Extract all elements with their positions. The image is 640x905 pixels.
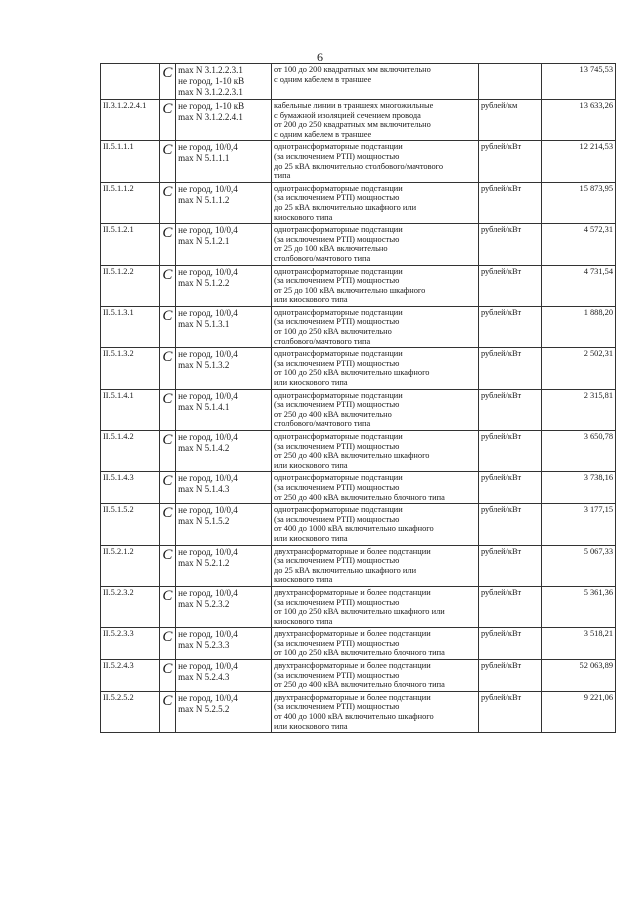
row-code: II.5.2.4.3 — [101, 660, 160, 692]
table-row — [101, 628, 616, 660]
category-letter: С — [159, 586, 175, 627]
parameter-line: max N 5.1.1.1 — [178, 153, 230, 164]
row-description — [271, 691, 478, 732]
row-value: 15 873,95 — [541, 182, 615, 223]
row-parameters — [176, 691, 272, 732]
category-letter: С — [159, 224, 175, 265]
row-description — [271, 431, 478, 472]
row-unit: рублей/кВт — [478, 545, 541, 586]
parameter-line: max N 3.1.2.2.4.1 — [178, 112, 243, 122]
parameter-line: не город, 10/0,4 — [178, 629, 238, 640]
description-line: с одним кабелем в траншее — [273, 74, 372, 84]
table-row — [101, 306, 616, 347]
description-line: или киоскового типа — [273, 533, 348, 543]
description-line: от 100 до 250 кВА включительно шкафного или — [273, 607, 445, 617]
row-parameters — [176, 472, 272, 504]
row-description — [271, 306, 478, 347]
category-letter: С — [159, 64, 175, 100]
category-letter: С — [159, 141, 175, 182]
row-parameters — [176, 389, 272, 430]
parameter-line: не город, 10/0,4 — [178, 349, 238, 360]
row-unit: рублей/км — [478, 100, 541, 141]
description-line: (за исключением РТП) мощностью — [273, 151, 400, 161]
row-value: 13 745,53 — [541, 64, 615, 100]
parameter-line: не город, 10/0,4 — [178, 432, 238, 442]
description-line: (за исключением РТП) мощностью — [273, 441, 400, 451]
row-parameters — [176, 586, 272, 627]
row-description — [271, 224, 478, 265]
table-row — [101, 389, 616, 430]
parameter-line: max N 5.2.4.3 — [178, 672, 230, 683]
description-line: от 100 до 250 кВА включительно блочного типа — [273, 648, 445, 658]
parameter-line: не город, 10/0,4 — [178, 266, 238, 277]
row-description — [271, 265, 478, 306]
row-value: 12 214,53 — [541, 141, 615, 182]
row-unit: рублей/кВт — [478, 472, 541, 504]
description-line: однотрансформаторные подстанции — [273, 349, 403, 359]
row-description — [271, 504, 478, 545]
description-line: (за исключением РТП) мощностью — [273, 317, 400, 327]
description-line: однотрансформаторные подстанции — [273, 307, 403, 317]
parameter-line: не город, 10/0,4 — [178, 473, 238, 484]
description-line: однотрансформаторные подстанции — [273, 505, 403, 515]
row-code: II.5.1.2.2 — [101, 265, 160, 306]
description-line: от 250 до 400 кВА включительно блочного типа — [273, 680, 445, 690]
row-value: 13 633,26 — [541, 100, 615, 141]
table-row — [101, 348, 616, 389]
row-unit — [478, 64, 541, 100]
row-unit: рублей/кВт — [478, 691, 541, 732]
row-code: II.5.1.5.2 — [101, 504, 160, 545]
row-unit: рублей/кВт — [478, 141, 541, 182]
row-code: II.3.1.2.2.4.1 — [101, 100, 160, 141]
parameter-line: max N 5.2.1.2 — [178, 557, 230, 568]
row-parameters — [176, 628, 272, 660]
description-line: от 25 до 100 кВА включительно шкафного — [273, 285, 426, 295]
description-line: или киоскового типа — [273, 721, 348, 731]
row-parameters — [176, 660, 272, 692]
table-row — [101, 265, 616, 306]
row-description — [271, 100, 478, 141]
row-code: II.5.2.3.3 — [101, 628, 160, 660]
description-line: с бумажной изоляцией сечением провода — [273, 110, 421, 120]
parameter-line: не город, 10/0,4 — [178, 505, 238, 516]
row-description — [271, 586, 478, 627]
parameter-line: не город, 10/0,4 — [178, 661, 238, 672]
row-parameters — [176, 141, 272, 182]
parameter-line: max N 3.1.2.2.3.1 — [178, 87, 243, 97]
page-number: 6 — [317, 50, 323, 64]
description-line: от 250 до 400 кВА включительно — [273, 409, 392, 419]
parameter-line: не город, 10/0,4 — [178, 307, 238, 318]
description-line: столбового/мачтового типа — [273, 336, 371, 346]
table-row — [101, 586, 616, 627]
description-line: до 25 кВА включительно шкафного или — [273, 565, 417, 575]
description-line: (за исключением РТП) мощностью — [273, 400, 400, 410]
parameter-line: не город, 10/0,4 — [178, 390, 238, 401]
row-value: 3 738,16 — [541, 472, 615, 504]
description-line: однотрансформаторные подстанции — [273, 432, 403, 441]
category-letter: С — [159, 306, 175, 347]
description-line: столбового/мачтового типа — [273, 419, 371, 429]
description-line: двухтрансформаторные и более подстанции — [273, 629, 431, 639]
row-unit: рублей/кВт — [478, 224, 541, 265]
description-line: однотрансформаторные подстанции — [273, 390, 403, 400]
row-parameters — [176, 100, 272, 141]
row-code: II.5.1.1.2 — [101, 182, 160, 223]
row-unit: рублей/кВт — [478, 182, 541, 223]
description-line: от 100 до 200 квадратных мм включительно — [273, 65, 431, 74]
table-row — [101, 64, 616, 100]
row-parameters — [176, 504, 272, 545]
description-line: до 25 кВА включительно шкафного или — [273, 202, 417, 212]
row-value: 3 518,21 — [541, 628, 615, 660]
description-line: (за исключением РТП) мощностью — [273, 234, 400, 244]
row-description — [271, 141, 478, 182]
row-value: 5 361,36 — [541, 586, 615, 627]
row-code — [101, 64, 160, 100]
table-row — [101, 660, 616, 692]
row-unit: рублей/кВт — [478, 265, 541, 306]
description-line: (за исключением РТП) мощностью — [273, 556, 400, 566]
row-code: II.5.1.3.1 — [101, 306, 160, 347]
parameter-line: max N 5.1.4.3 — [178, 484, 230, 495]
description-line: киоскового типа — [273, 575, 333, 585]
parameter-line: max N 3.1.2.2.3.1 — [178, 65, 243, 75]
parameter-line: max N 5.1.2.2 — [178, 277, 230, 288]
row-unit: рублей/кВт — [478, 431, 541, 472]
row-description — [271, 628, 478, 660]
parameter-line: max N 5.2.5.2 — [178, 703, 230, 714]
description-line: (за исключением РТП) мощностью — [273, 638, 400, 648]
category-letter: С — [159, 472, 175, 504]
parameter-line: max N 5.2.3.3 — [178, 640, 230, 651]
description-line: от 250 до 400 кВА включительно блочного типа — [273, 492, 445, 502]
description-line: (за исключением РТП) мощностью — [273, 358, 400, 368]
category-letter: С — [159, 100, 175, 141]
parameter-line: не город, 10/0,4 — [178, 587, 238, 598]
row-value: 2 502,31 — [541, 348, 615, 389]
category-letter: С — [159, 691, 175, 732]
description-line: от 400 до 1000 кВА включительно шкафного — [273, 712, 434, 722]
category-letter: С — [159, 504, 175, 545]
row-parameters — [176, 224, 272, 265]
parameter-line: max N 5.1.2.1 — [178, 236, 230, 247]
row-value: 5 067,33 — [541, 545, 615, 586]
row-parameters — [176, 306, 272, 347]
row-parameters — [176, 431, 272, 472]
category-letter: С — [159, 431, 175, 472]
row-code: II.5.2.1.2 — [101, 545, 160, 586]
row-value: 3 650,78 — [541, 431, 615, 472]
row-description — [271, 182, 478, 223]
parameter-line: не город, 10/0,4 — [178, 142, 238, 153]
row-value: 52 063,89 — [541, 660, 615, 692]
description-line: (за исключением РТП) мощностью — [273, 670, 400, 680]
row-value: 9 221,06 — [541, 691, 615, 732]
category-letter: С — [159, 348, 175, 389]
description-line: (за исключением РТП) мощностью — [273, 193, 400, 203]
row-value: 3 177,15 — [541, 504, 615, 545]
category-letter: С — [159, 265, 175, 306]
description-line: киоскового типа — [273, 212, 333, 222]
table-row — [101, 224, 616, 265]
description-line: однотрансформаторные подстанции — [273, 183, 403, 193]
table-row — [101, 504, 616, 545]
description-line: двухтрансформаторные и более подстанции — [273, 692, 431, 702]
category-letter: С — [159, 545, 175, 586]
description-line: (за исключением РТП) мощностью — [273, 597, 400, 607]
row-unit: рублей/кВт — [478, 348, 541, 389]
description-line: однотрансформаторные подстанции — [273, 473, 403, 483]
row-code: II.5.1.2.1 — [101, 224, 160, 265]
parameter-line: не город, 10/0,4 — [178, 546, 238, 557]
parameter-line: max N 5.1.4.1 — [178, 401, 230, 412]
row-unit: рублей/кВт — [478, 586, 541, 627]
description-line: или киоскового типа — [273, 378, 348, 388]
description-line: однотрансформаторные подстанции — [273, 266, 403, 276]
description-line: от 400 до 1000 кВА включительно шкафного — [273, 524, 434, 534]
description-line: до 25 кВА включительно столбового/мачтового — [273, 161, 444, 171]
row-unit: рублей/кВт — [478, 660, 541, 692]
description-line: (за исключением РТП) мощностью — [273, 514, 400, 524]
row-description — [271, 348, 478, 389]
description-line: (за исключением РТП) мощностью — [273, 482, 400, 492]
description-line: (за исключением РТП) мощностью — [273, 276, 400, 286]
description-line: двухтрансформаторные и более подстанции — [273, 546, 431, 556]
description-line: от 100 до 250 кВА включительно — [273, 327, 392, 337]
description-line: или киоскового типа — [273, 460, 348, 470]
parameter-line: не город, 10/0,4 — [178, 692, 238, 703]
tariff-table — [100, 63, 616, 733]
row-code: II.5.2.5.2 — [101, 691, 160, 732]
row-code: II.5.1.4.1 — [101, 389, 160, 430]
parameter-line: не город, 10/0,4 — [178, 183, 238, 194]
parameter-line: max N 5.2.3.2 — [178, 598, 230, 609]
description-line: с одним кабелем в траншее — [273, 129, 372, 139]
row-value: 2 315,81 — [541, 389, 615, 430]
parameter-line: не город, 1-10 кВ — [178, 101, 245, 111]
description-line: (за исключением РТП) мощностью — [273, 702, 400, 712]
row-unit: рублей/кВт — [478, 389, 541, 430]
row-unit: рублей/кВт — [478, 628, 541, 660]
row-parameters — [176, 64, 272, 100]
row-description — [271, 389, 478, 430]
description-line: кабельные линии в траншеях многожильные — [273, 101, 434, 110]
description-line: от 25 до 100 кВА включительно — [273, 244, 388, 254]
row-description — [271, 545, 478, 586]
description-line: двухтрансформаторные и более подстанции — [273, 661, 431, 671]
parameter-line: max N 5.1.1.2 — [178, 194, 230, 205]
description-line: однотрансформаторные подстанции — [273, 142, 403, 152]
tariff-table-body — [101, 64, 616, 733]
row-value: 4 731,54 — [541, 265, 615, 306]
row-code: II.5.1.1.1 — [101, 141, 160, 182]
description-line: киоскового типа — [273, 616, 333, 626]
table-row — [101, 141, 616, 182]
row-unit: рублей/кВт — [478, 504, 541, 545]
description-line: типа — [273, 171, 291, 181]
row-parameters — [176, 265, 272, 306]
description-line: двухтрансформаторные и более подстанции — [273, 587, 431, 597]
table-row — [101, 100, 616, 141]
parameter-line: max N 5.1.5.2 — [178, 516, 230, 527]
description-line: от 100 до 250 кВА включительно шкафного — [273, 368, 430, 378]
category-letter: С — [159, 660, 175, 692]
row-code: II.5.2.3.2 — [101, 586, 160, 627]
row-description — [271, 64, 478, 100]
parameter-line: max N 5.1.3.1 — [178, 318, 230, 329]
description-line: от 200 до 250 квадратных мм включительно — [273, 120, 431, 130]
row-description — [271, 660, 478, 692]
description-line: столбового/мачтового типа — [273, 253, 371, 263]
description-line: однотрансформаторные подстанции — [273, 225, 403, 235]
table-row — [101, 431, 616, 472]
parameter-line: не город, 10/0,4 — [178, 225, 238, 236]
parameter-line: max N 5.1.4.2 — [178, 443, 230, 453]
row-parameters — [176, 545, 272, 586]
row-description — [271, 472, 478, 504]
row-unit: рублей/кВт — [478, 306, 541, 347]
category-letter: С — [159, 389, 175, 430]
table-row — [101, 182, 616, 223]
row-value: 4 572,31 — [541, 224, 615, 265]
table-row — [101, 472, 616, 504]
description-line: или киоскового типа — [273, 295, 348, 305]
row-code: II.5.1.4.3 — [101, 472, 160, 504]
row-value: 1 888,20 — [541, 306, 615, 347]
table-row — [101, 691, 616, 732]
category-letter: С — [159, 628, 175, 660]
category-letter: С — [159, 182, 175, 223]
parameter-line: max N 5.1.3.2 — [178, 360, 230, 371]
description-line: от 250 до 400 кВА включительно шкафного — [273, 451, 430, 461]
parameter-line: не город, 1-10 кВ — [178, 76, 245, 86]
row-code: II.5.1.4.2 — [101, 431, 160, 472]
table-row — [101, 545, 616, 586]
row-parameters — [176, 182, 272, 223]
row-parameters — [176, 348, 272, 389]
row-code: II.5.1.3.2 — [101, 348, 160, 389]
